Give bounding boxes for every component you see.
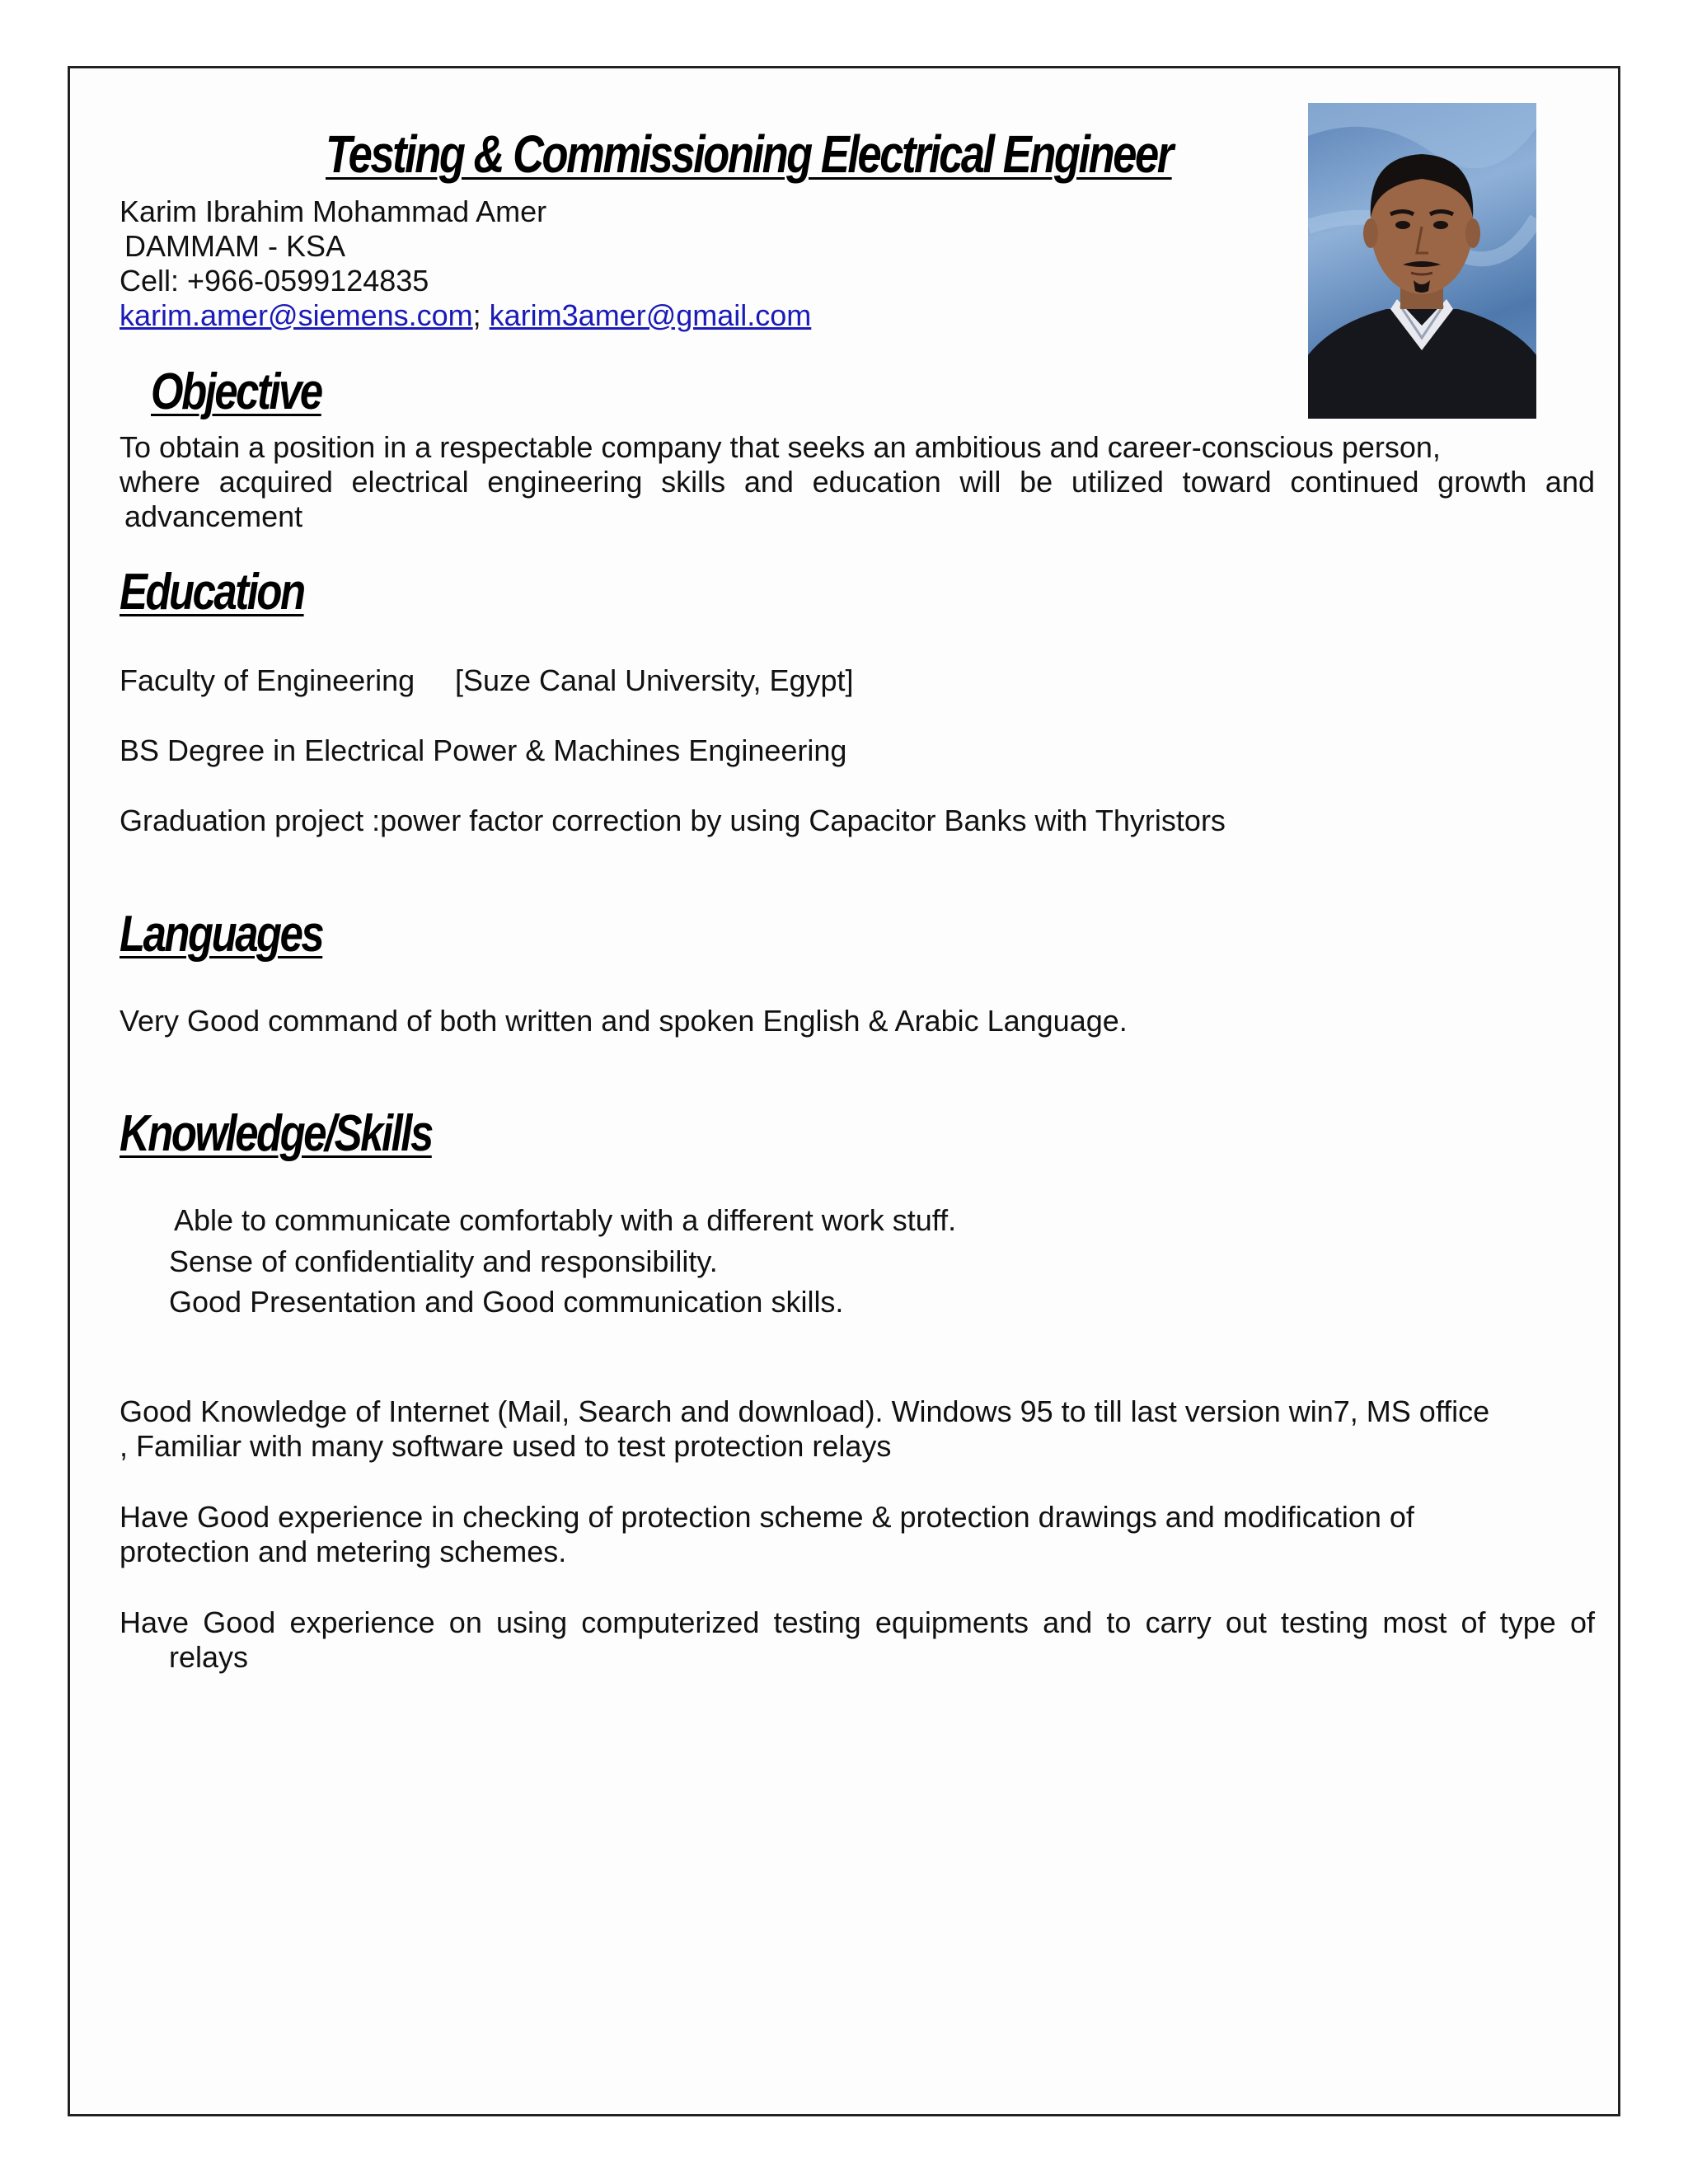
skills-protection-line-2: protection and metering schemes. xyxy=(120,1535,567,1568)
email-link-siemens[interactable]: karim.amer@siemens.com xyxy=(120,298,473,332)
skills-internet-line-1: Good Knowledge of Internet (Mail, Search and download). Windows 95 to till last version win7, MS office xyxy=(120,1394,1490,1428)
contact-name: Karim Ibrahim Mohammad Amer xyxy=(120,194,547,228)
objective-line-2: where acquired electrical engineering skills and education will be utilized toward continued growth and xyxy=(120,465,1595,499)
skills-heading: Knowledge/Skills xyxy=(120,1105,432,1162)
skill-item: Good Presentation and Good communication skills. xyxy=(169,1285,844,1319)
skill-item: Able to communicate comfortably with a different work stuff. xyxy=(174,1203,957,1237)
education-degree: BS Degree in Electrical Power & Machines Engineering xyxy=(120,733,847,767)
skills-testing-line-2: relays xyxy=(169,1640,249,1674)
skills-testing-line-1: Have Good experience on using computerized testing equipments and to carry out testing most of type of xyxy=(120,1605,1595,1639)
skills-protection-line-1: Have Good experience in checking of protection scheme & protection drawings and modification of xyxy=(120,1500,1414,1534)
contact-emails xyxy=(120,298,811,333)
objective-line-3: advancement xyxy=(124,499,303,533)
education-faculty: Faculty of Engineering xyxy=(120,663,415,697)
education-heading: Education xyxy=(120,564,304,621)
education-project: Graduation project :power factor correction by using Capacitor Banks with Thyristors xyxy=(120,804,1226,837)
resume-title: Testing & Commissioning Electrical Engineer xyxy=(326,124,1172,184)
skill-item: Sense of confidentiality and responsibility. xyxy=(169,1244,718,1278)
profile-photo xyxy=(1308,103,1536,419)
objective-line-1: To obtain a position in a respectable company that seeks an ambitious and career-conscious person, xyxy=(120,430,1441,464)
portrait-illustration xyxy=(1308,103,1536,419)
email-separator: ; xyxy=(472,298,481,332)
objective-heading: Objective xyxy=(151,363,321,420)
contact-location: DAMMAM - KSA xyxy=(124,229,346,263)
education-university: [Suze Canal University, Egypt] xyxy=(455,663,854,697)
languages-heading: Languages xyxy=(120,906,323,963)
email-link-gmail[interactable]: karim3amer@gmail.com xyxy=(489,298,812,332)
languages-text: Very Good command of both written and spoken English & Arabic Language. xyxy=(120,1004,1128,1038)
contact-cell: Cell: +966-0599124835 xyxy=(120,264,429,298)
skills-internet-line-2: , Familiar with many software used to test protection relays xyxy=(120,1429,892,1463)
